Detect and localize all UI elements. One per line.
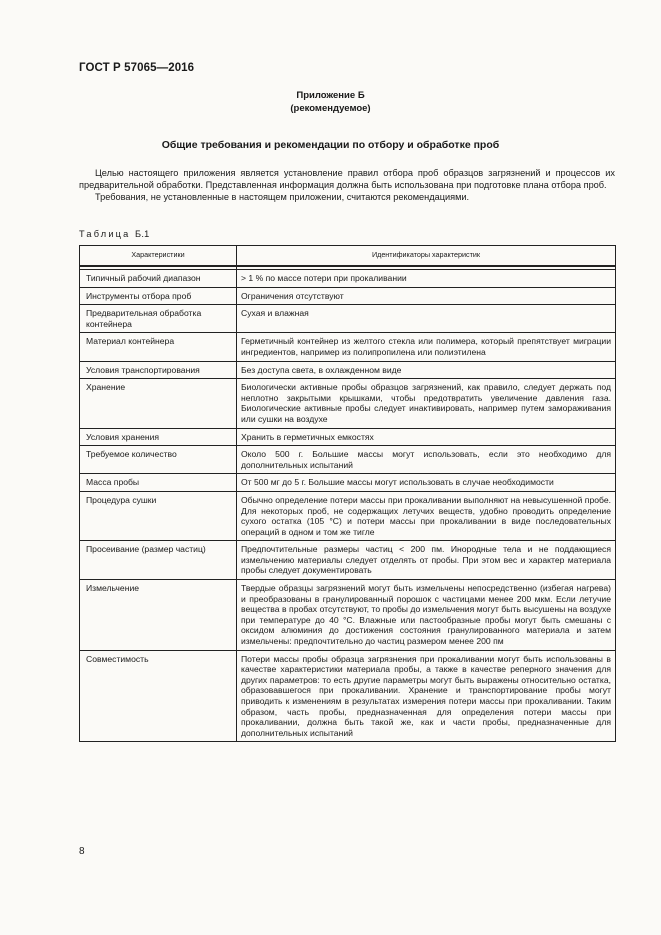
table-row (80, 287, 616, 305)
row-characteristic: Условия транспортирования (80, 361, 237, 379)
table-row (80, 474, 616, 492)
appendix-title: Приложение Б (296, 90, 365, 101)
row-characteristic: Процедура сушки (80, 491, 237, 540)
row-characteristic: Масса пробы (80, 474, 237, 492)
table-header-identifiers: Идентификаторы характеристик (237, 246, 616, 267)
row-characteristic: Совместимость (80, 650, 237, 742)
appendix-heading (0, 90, 661, 115)
intro-paragraph-1: Целью настоящего приложения является установление правил отбора проб образцов загрязнений и процессов их предварительной обработки. Представленная информация должна быть использована при подготовке плана отбора проб. (79, 168, 615, 191)
row-characteristic: Измельчение (80, 580, 237, 651)
table-row (80, 379, 616, 428)
row-characteristic: Типичный рабочий диапазон (80, 270, 237, 288)
row-characteristic: Материал контейнера (80, 333, 237, 361)
row-identifier: Потери массы пробы образца загрязнения при прокаливании могут быть использованы в качестве характеристики материала пробы, а также в качестве реперного значения для других параметров: то есть другие параметры могут быть выражены относительно остатка, образовавшегося при прокаливании. Хранение и транспортирование пробы могут приводить к изменениям в результатах измерения потери массы при прокаливании. Таким образом, часть пробы, предназначенная для определения потери массы при прокаливании, должна быть такой же, как и части пробы, предназначенные для дополнительных испытаний (237, 650, 616, 742)
appendix-subtitle: (рекомендуемое) (290, 102, 371, 114)
row-identifier: Твердые образцы загрязнений могут быть измельчены непосредственно (избегая нагрева) и преобразованы в гранулированный порошок с частицами менее 200 мкм. Если летучие вещества в пробах отсутствуют, то пробы до измельчения могут быть высушены на воздухе при температуре до 40 °С. Влажные или пастообразные пробы могут быть смешаны с оксидом алюминия до достижения состояния гранулированного материала и затем измельчены: предпочтительно до частиц размером менее 200 пм (237, 580, 616, 651)
row-characteristic: Требуемое количество (80, 446, 237, 474)
table-row (80, 428, 616, 446)
row-characteristic: Хранение (80, 379, 237, 428)
standard-code: ГОСТ Р 57065—2016 (79, 62, 195, 74)
table-row (80, 580, 616, 651)
characteristics-table (79, 245, 616, 742)
table-caption-word: Таблица (79, 229, 131, 239)
row-characteristic: Инструменты отбора проб (80, 287, 237, 305)
table-caption-number: Б.1 (135, 229, 150, 239)
table-header-characteristics: Характеристики (80, 246, 237, 267)
table-row (80, 491, 616, 540)
table-body (80, 266, 616, 742)
table-row (80, 541, 616, 580)
table-header-row (80, 246, 616, 267)
row-characteristic: Предварительная обработка контейнера (80, 305, 237, 333)
row-characteristic: Условия хранения (80, 428, 237, 446)
row-identifier: Предпочтительные размеры частиц < 200 пм. Инородные тела и не поддающиеся измельчению материалы следует отделять от пробы. При этом вес и характер материала пробы следует документировать (237, 541, 616, 580)
row-identifier: Обычно определение потери массы при прокаливании выполняют на невысушенной пробе. Для некоторых проб, не содержащих летучих веществ, удобно проводить определение сухого остатка (105 °С) и потери массы при прокаливании в виде последовательных операций в одном и том же тигле (237, 491, 616, 540)
row-identifier: Около 500 г. Большие массы могут использовать, если это необходимо для дополнительных испытаний (237, 446, 616, 474)
table-row (80, 650, 616, 742)
row-identifier: Без доступа света, в охлажденном виде (237, 361, 616, 379)
row-identifier: Биологически активные пробы образцов загрязнений, как правило, следует держать под неплотно закрытыми крышками, чтобы предотвратить увеличение давления газа. Биологические активные пробы следует инактивировать, например путем замораживания или сушки на воздухе (237, 379, 616, 428)
row-identifier: Сухая и влажная (237, 305, 616, 333)
page-number: 8 (79, 846, 85, 857)
table-row (80, 270, 616, 288)
table-row (80, 333, 616, 361)
table-row (80, 361, 616, 379)
row-identifier: > 1 % по массе потери при прокаливании (237, 270, 616, 288)
section-title: Общие требования и рекомендации по отбору и обработке проб (161, 139, 500, 151)
row-characteristic: Просеивание (размер частиц) (80, 541, 237, 580)
table-row (80, 446, 616, 474)
row-identifier: Ограничения отсутствуют (237, 287, 616, 305)
table-row (80, 305, 616, 333)
intro-text (79, 167, 615, 204)
row-identifier: Хранить в герметичных емкостях (237, 428, 616, 446)
table-caption (79, 229, 150, 239)
row-identifier: Герметичный контейнер из желтого стекла или полимера, который препятствует миграции ингредиентов, например из полипропилена или полиэтилена (237, 333, 616, 361)
row-identifier: От 500 мг до 5 г. Большие массы могут использовать в случае необходимости (237, 474, 616, 492)
intro-paragraph-2: Требования, не установленные в настоящем приложении, считаются рекомендациями. (95, 192, 470, 203)
